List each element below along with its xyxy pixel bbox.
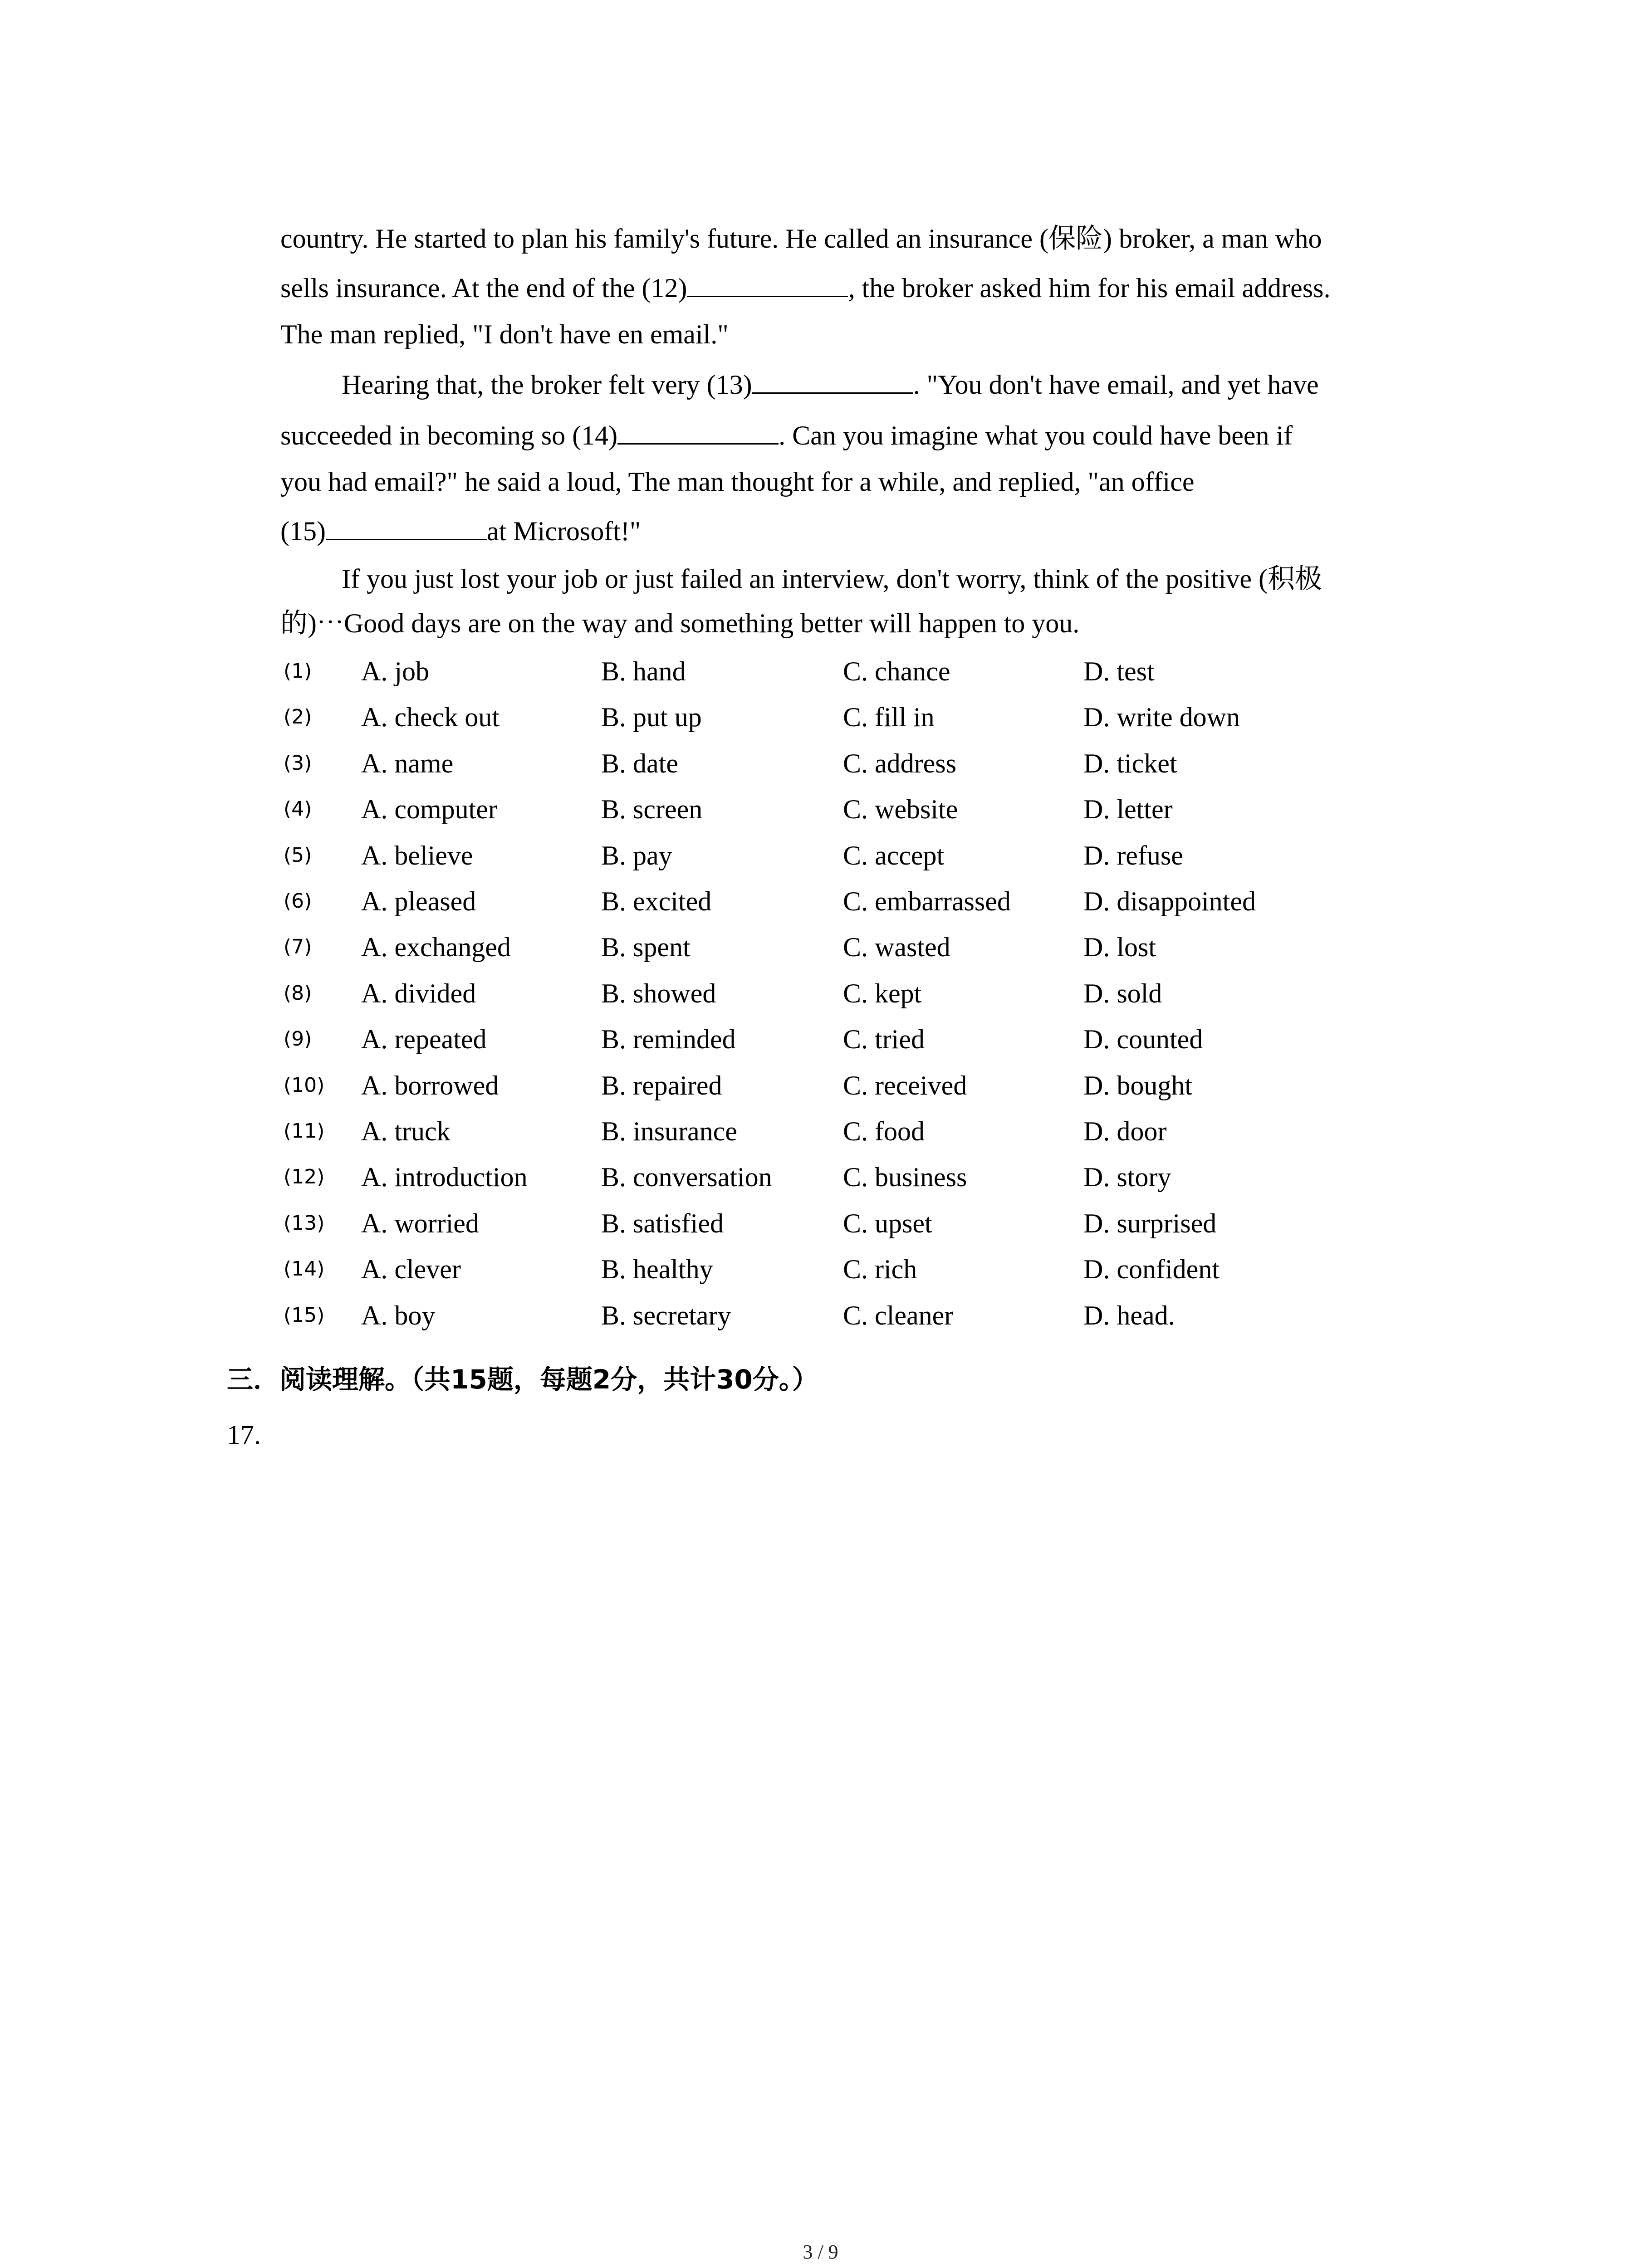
option-row [0, 931, 1641, 963]
passage-text: The man replied, "I don't have en email." [280, 319, 729, 349]
question-number: (12) [284, 1165, 325, 1189]
option-c: C. cleaner [843, 1300, 954, 1330]
option-c: C. rich [843, 1254, 917, 1285]
question-number: (10) [284, 1073, 325, 1097]
question-number: (7) [284, 935, 312, 959]
option-b: B. put up [601, 702, 702, 733]
option-a: A. worried [361, 1208, 479, 1238]
option-b: B. repaired [601, 1070, 722, 1100]
option-d: D. letter [1083, 794, 1173, 825]
option-row [0, 1161, 1641, 1193]
question-number: (11) [284, 1119, 325, 1143]
option-d: D. write down [1083, 702, 1240, 733]
option-a: A. boy [361, 1300, 436, 1330]
option-d: D. surprised [1083, 1208, 1217, 1238]
passage-text: 的)⋯Good days are on the way and something better will happen to you. [280, 608, 1080, 638]
answer-blank-12 [687, 273, 848, 297]
passage-text: you had email?" he said a loud, The man thought for a while, and replied, "an office [280, 467, 1195, 497]
option-d: D. lost [1083, 932, 1156, 963]
option-a: A. repeated [361, 1024, 487, 1055]
option-d: D. disappointed [1083, 886, 1256, 916]
option-a: A. truck [361, 1116, 451, 1146]
option-d: D. ticket [1083, 748, 1177, 778]
option-b: B. secretary [601, 1300, 731, 1330]
option-d: D. counted [1083, 1024, 1203, 1055]
question-number: (1) [284, 660, 312, 683]
passage-text: If you just lost your job or just failed an interview, don't worry, think of the positive (积极 [342, 564, 1323, 594]
passage-text: (15) [280, 516, 326, 546]
option-c: C. business [843, 1162, 967, 1193]
option-d: D. confident [1083, 1254, 1220, 1285]
passage-line [280, 419, 1293, 452]
passage-text: Hearing that, the broker felt very (13) [342, 370, 752, 400]
option-d: D. story [1083, 1162, 1171, 1193]
passage-text: , the broker asked him for his email address. [848, 273, 1331, 303]
option-c: C. wasted [843, 932, 950, 963]
answer-blank-15 [326, 516, 487, 540]
option-c: C. fill in [843, 702, 935, 733]
option-row [0, 1207, 1641, 1240]
passage-text: country. He started to plan his family's future. He called an insurance (保险) broker, a man who [280, 224, 1322, 254]
option-row [0, 747, 1641, 780]
option-b: B. hand [601, 656, 686, 686]
passage-line [280, 515, 641, 547]
option-d: D. refuse [1083, 840, 1183, 870]
option-c: C. accept [843, 840, 945, 870]
option-row [0, 1115, 1641, 1148]
option-row [0, 655, 1641, 688]
question-number: (15) [284, 1303, 325, 1327]
passage-line [280, 272, 1330, 304]
passage-line [280, 607, 1079, 640]
option-b: B. screen [601, 794, 703, 825]
option-a: A. pleased [361, 886, 476, 916]
question-number-17: 17. [227, 1420, 261, 1450]
question-number: (3) [284, 751, 312, 775]
passage-line [280, 465, 1194, 498]
option-row [0, 1253, 1641, 1286]
option-d: D. bought [1083, 1070, 1192, 1100]
question-number: (5) [284, 843, 312, 867]
option-row [0, 885, 1641, 918]
passage-text: at Microsoft!" [486, 516, 641, 546]
passage-text: . Can you imagine what you could have been if [779, 420, 1293, 450]
option-a: A. borrowed [361, 1070, 499, 1100]
passage-line [280, 222, 1322, 255]
option-row [0, 701, 1641, 733]
option-row [0, 1023, 1641, 1056]
passage-text: sells insurance. At the end of the (12) [280, 273, 687, 303]
option-b: B. showed [601, 978, 716, 1008]
option-b: B. insurance [601, 1116, 737, 1146]
option-d: D. head. [1083, 1300, 1175, 1330]
question-number: (9) [284, 1027, 312, 1051]
passage-line [342, 368, 1319, 401]
question-number: (2) [284, 705, 312, 729]
option-b: B. healthy [601, 1254, 713, 1285]
option-a: A. believe [361, 840, 473, 870]
option-a: A. name [361, 748, 454, 778]
option-b: B. pay [601, 840, 672, 870]
option-c: C. tried [843, 1024, 925, 1055]
passage-line [280, 318, 729, 351]
option-row [0, 839, 1641, 872]
option-c: C. food [843, 1116, 925, 1146]
option-b: B. date [601, 748, 678, 778]
passage-text: succeeded in becoming so (14) [280, 420, 618, 450]
page-number: 3 / 9 [803, 2241, 838, 2263]
option-row [0, 977, 1641, 1010]
option-a: A. computer [361, 794, 497, 825]
option-d: D. door [1083, 1116, 1167, 1146]
option-b: B. excited [601, 886, 712, 916]
option-b: B. conversation [601, 1162, 772, 1193]
option-d: D. sold [1083, 978, 1162, 1008]
option-a: A. check out [361, 702, 500, 733]
option-row [0, 1069, 1641, 1102]
option-a: A. exchanged [361, 932, 511, 963]
option-a: A. introduction [361, 1162, 528, 1193]
option-d: D. test [1083, 656, 1155, 686]
option-c: C. kept [843, 978, 922, 1008]
option-c: C. website [843, 794, 958, 825]
answer-blank-14 [617, 420, 779, 445]
option-b: B. spent [601, 932, 691, 963]
passage-line [342, 562, 1322, 595]
option-c: C. received [843, 1070, 967, 1100]
option-a: A. divided [361, 978, 476, 1008]
question-number: (4) [284, 797, 312, 821]
option-c: C. embarrassed [843, 886, 1011, 916]
question-number: (13) [284, 1211, 325, 1235]
option-row [0, 793, 1641, 826]
passage-text: . "You don't have email, and yet have [913, 370, 1319, 400]
option-a: A. clever [361, 1254, 461, 1285]
question-number: (14) [284, 1257, 325, 1281]
option-b: B. satisfied [601, 1208, 724, 1238]
question-number: (6) [284, 890, 312, 913]
option-c: C. address [843, 748, 956, 778]
question-number: (8) [284, 981, 312, 1005]
section-heading: 三．阅读理解。（共15题，每题2分，共计30分。） [227, 1364, 818, 1395]
option-c: C. chance [843, 656, 950, 686]
option-row [0, 1299, 1641, 1332]
option-b: B. reminded [601, 1024, 736, 1055]
option-a: A. job [361, 656, 429, 686]
option-c: C. upset [843, 1208, 932, 1238]
answer-blank-13 [752, 370, 913, 394]
